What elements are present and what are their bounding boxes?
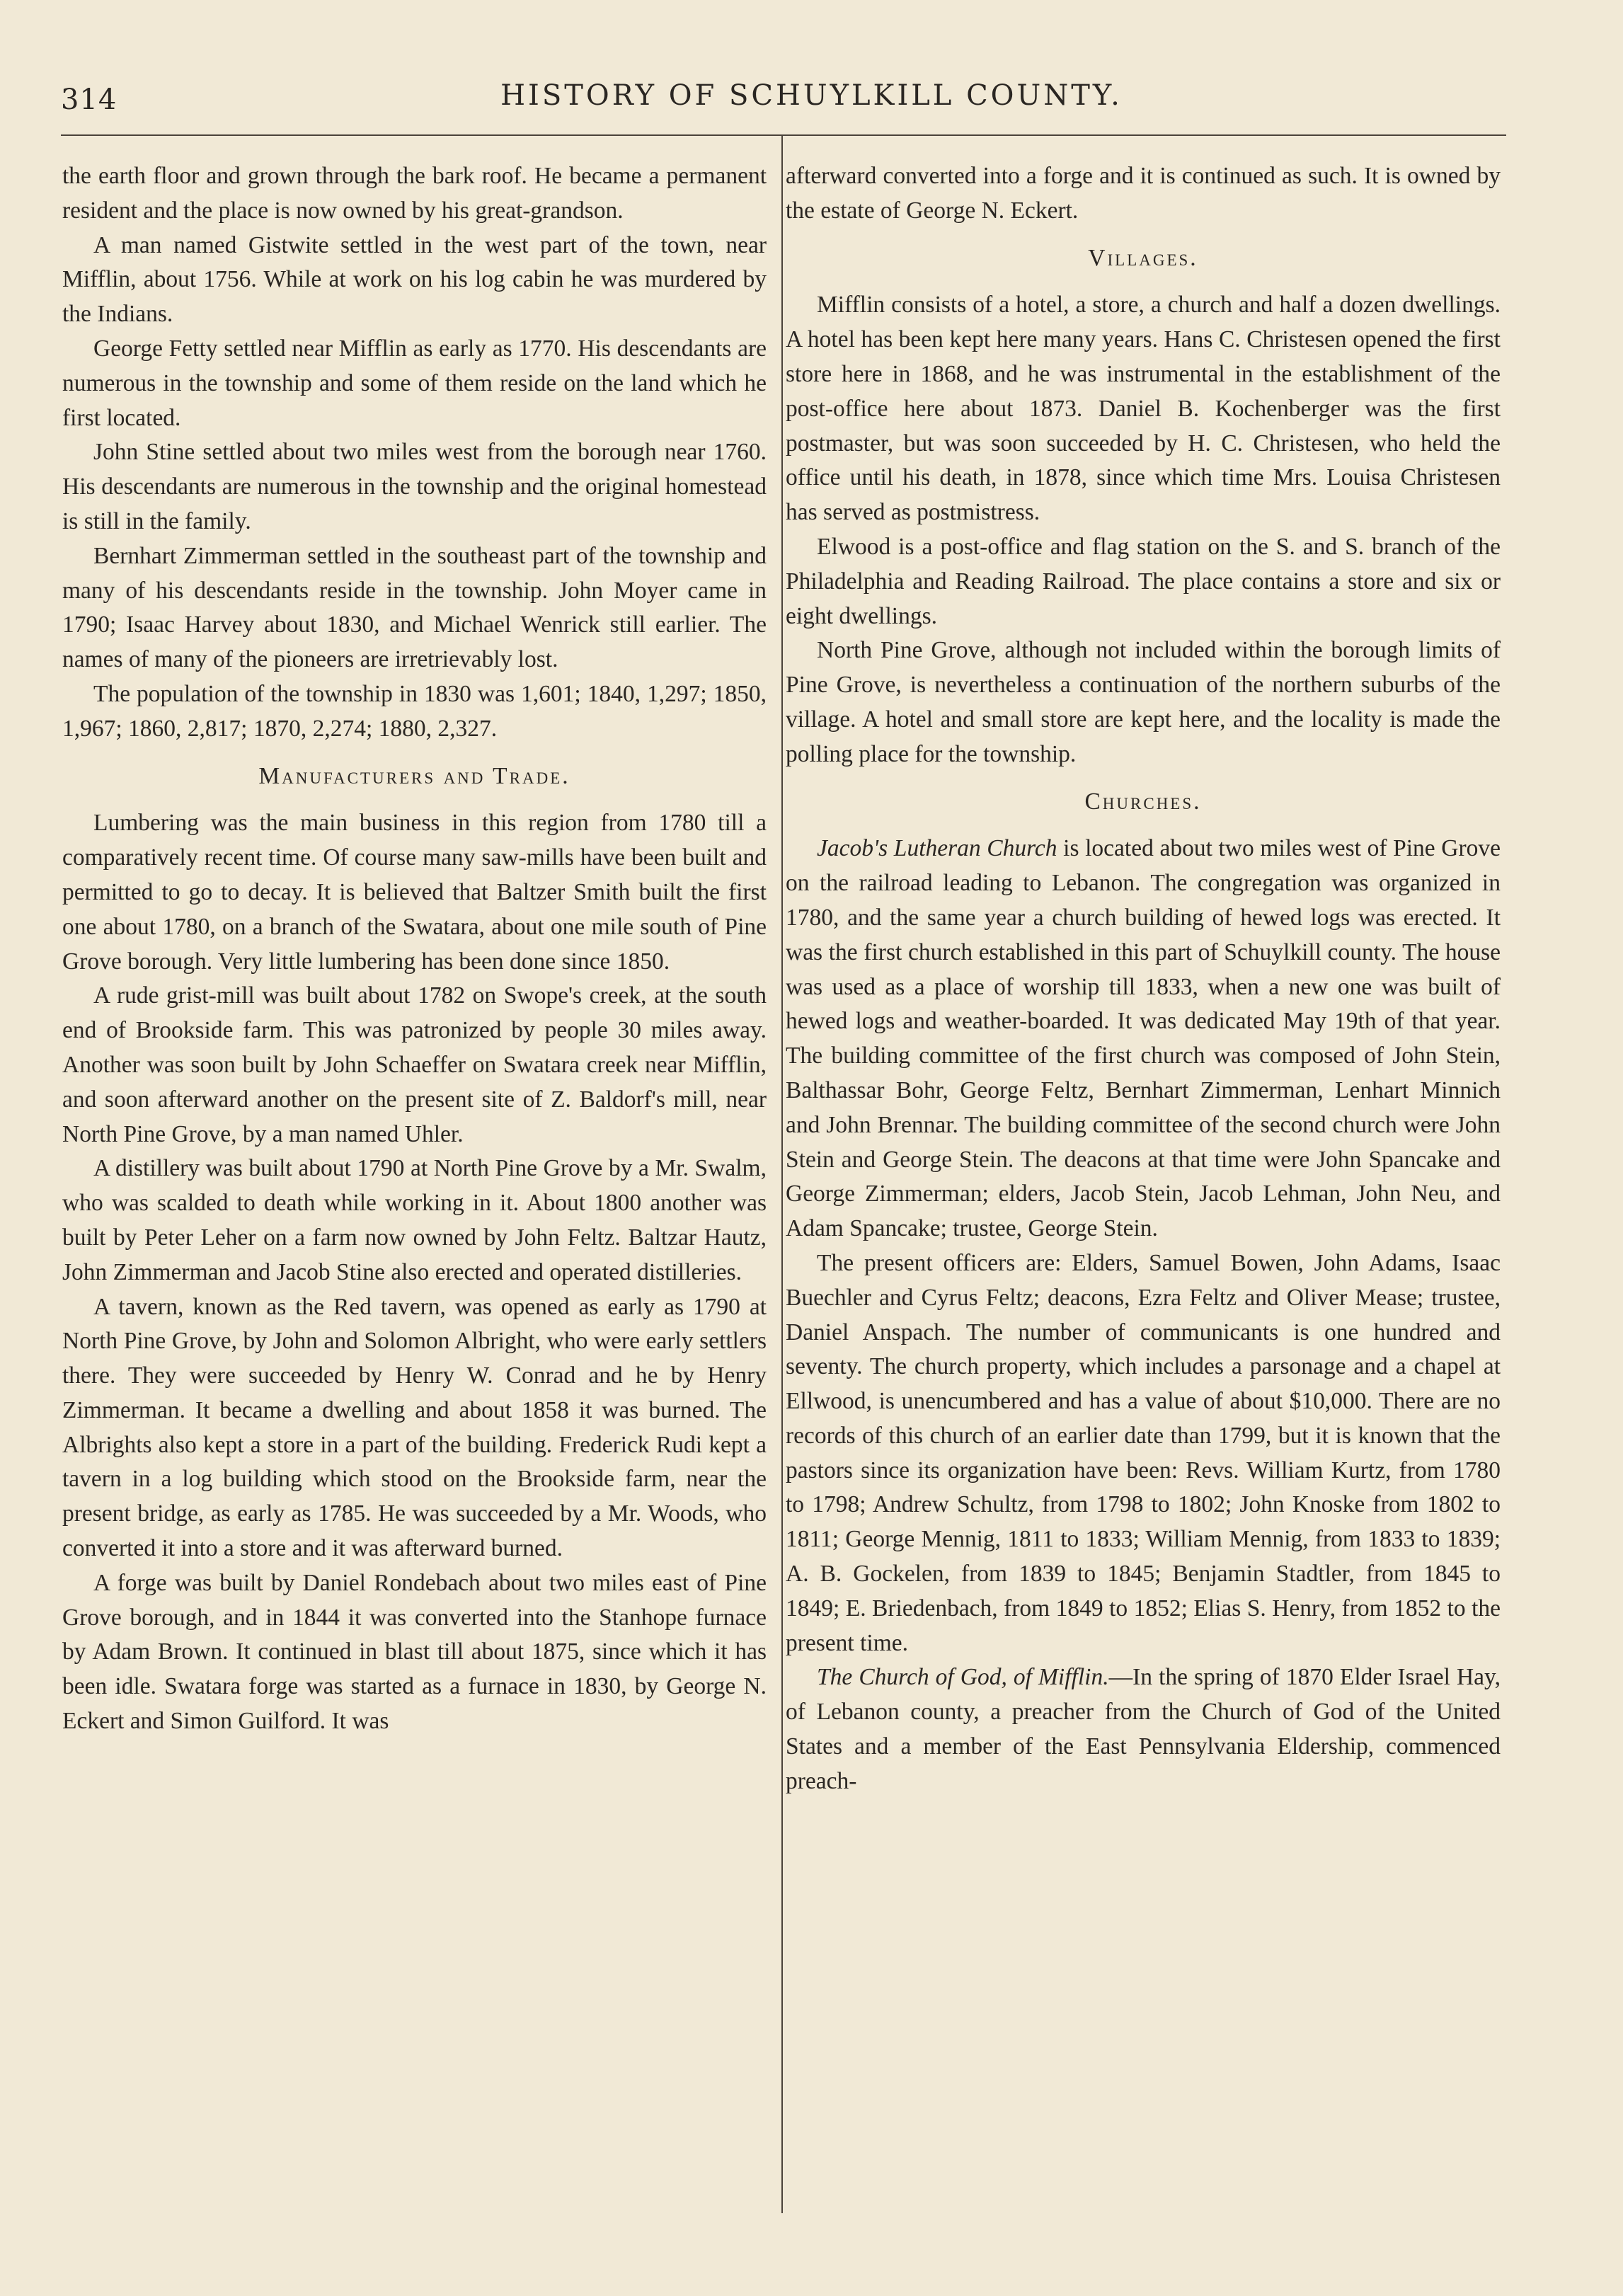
paragraph: North Pine Grove, although not included within the borough limits of Pine Grove, is nevertheless a continuation of the northern suburbs of the village. A hotel and small store are kept here, and the locality is made the polling place for the township. [786,637,1501,767]
paragraph: Lumbering was the main business in this region from 1780 till a comparatively recent time. Of course many saw-mills have been built and permitted to go to decay. It is believed that Baltzer Smith built the first one about 1780, on a branch of the Swatara, about one mile south of Pine Grove borough. Very little lumbering has been done since 1850. [62,810,767,975]
left-column [62,159,767,1739]
paragraph: Elwood is a post-office and flag station on the S. and S. branch of the Philadelphia and Reading Railroad. The place contains a store and six or eight dwellings. [786,533,1501,629]
paragraph: Mifflin consists of a hotel, a store, a church and half a dozen dwellings. A hotel has been kept here many years. Hans C. Christesen opened the first store here in 1868, and he was instrumental in the establishment of the post-office here about 1873. Daniel B. Kochenberger was the first postmaster, but was soon succeeded by H. C. Christesen, who held the office until his death, in 1878, since which time Mrs. Louisa Christesen has served as postmistress. [786,292,1501,526]
page-number: 314 [61,84,117,116]
paragraph: George Fetty settled near Mifflin as early as 1770. His descendants are numerous in the township and some of them reside on the land which he first located. [62,335,767,431]
paragraph: A distillery was built about 1790 at North Pine Grove by a Mr. Swalm, who was scalded to death while working in it. About 1800 another was built by Peter Leher on a farm now owned by John Feltz. Baltzar Hautz, John Zimmerman and Jacob Stine also erected and operated distilleries. [62,1155,767,1285]
section-heading-villages: Villages. [1088,244,1198,271]
church-name: Jacob's Lutheran Church [817,835,1057,862]
paragraph-text: is located about two miles west of Pine Grove on the railroad leading to Lebanon. The congregation was organized in 1780, and the same year a church building of hewed logs was erected. It was the first church established in this part of Schuylkill county. The house was used as a place of worship till 1833, when a new one was built of hewed logs and weather-boarded. It was dedicated May 19th of that year. The building committee of the first church was composed of John Stein, Balthassar Bohr, George Feltz, Bernhart Zimmerman, Lenhart Minnich and John Brennar. The building committee of the second church were John Stein and George Stein. The deacons at that time were John Spancake and George Zimmerman; elders, Jacob Stein, Jacob Lehman, John Neu, and Adam Spancake; trustee, George Stein. [786,835,1501,1242]
header-rule [61,134,1506,136]
paragraph: Bernhart Zimmerman settled in the southeast part of the township and many of his descendants reside in the township. John Moyer came in 1790; Isaac Harvey about 1830, and Michael Wenrick still earlier. The names of many of the pioneers are irretrievably lost. [62,542,767,673]
running-head: HISTORY OF SCHUYLKILL COUNTY. [500,79,1123,112]
paragraph [786,832,1501,1246]
paragraph: A tavern, known as the Red tavern, was opened as early as 1790 at North Pine Grove, by John and Solomon Albright, who were early settlers there. They were succeeded by Henry W. Conrad and he by Henry Zimmerman. It became a dwelling and about 1858 it was burned. The Albrights also kept a store in a part of the building. Frederick Rudi kept a tavern in a log building which stood on the Brookside farm, near the present bridge, as early as 1785. He was succeeded by a Mr. Woods, who converted it into a store and it was afterward burned. [62,1293,767,1562]
paragraph-text: —In the spring of 1870 Elder Israel Hay, of Lebanon county, a preacher from the Church of God of the United States and a member of the East Pennsylvania Eldership, commenced preach- [786,1664,1501,1794]
paragraph: A rude grist-mill was built about 1782 on Swope's creek, at the south end of Brookside farm. This was patronized by people 30 miles away. Another was soon built by John Schaeffer on Swatara creek near Mifflin, and soon afterward another on the present site of Z. Baldorf's mill, near North Pine Grove, by a man named Uhler. [62,982,767,1147]
column-divider [781,136,783,2213]
church-name: The Church of God, of Mifflin. [817,1664,1109,1691]
right-column [786,159,1501,1799]
paragraph: John Stine settled about two miles west from the borough near 1760. His descendants are numerous in the township and the original homestead is still in the family. [62,439,767,534]
section-heading-churches: Churches. [1084,788,1202,815]
section-heading-manufacturers: Manufacturers and Trade. [258,762,570,789]
paragraph: the earth floor and grown through the bark roof. He became a permanent resident and the place is now owned by his great-grandson. [62,163,767,224]
paragraph: A man named Gistwite settled in the west part of the town, near Mifflin, about 1756. While at work on his log cabin he was murdered by the Indians. [62,231,767,328]
paragraph: The population of the township in 1830 was 1,601; 1840, 1,297; 1850, 1,967; 1860, 2,817; 1870, 2,274; 1880, 2,327. [62,680,767,742]
paragraph [786,1660,1501,1798]
paragraph: A forge was built by Daniel Rondebach about two miles east of Pine Grove borough, and in 1844 it was converted into the Stanhope furnace by Adam Brown. It continued in blast till about 1875, since which it has been idle. Swatara forge was started as a furnace in 1830, by George N. Eckert and Simon Guilford. It was [62,1569,767,1735]
paragraph: The present officers are: Elders, Samuel Bowen, John Adams, Isaac Buechler and Cyrus Feltz; deacons, Ezra Feltz and Oliver Mease; trustee, Daniel Anspach. The number of communicants is one hundred and seventy. The church property, which includes a parsonage and a chapel at Ellwood, is unencumbered and has a value of about $10,000. There are no records of this church of an earlier date than 1799, but it is known that the pastors since its organization have been: Revs. William Kurtz, from 1780 to 1798; Andrew Schultz, from 1798 to 1802; John Knoske from 1802 to 1811; George Mennig, 1811 to 1833; William Mennig, from 1833 to 1839; A. B. Gockelen, from 1839 to 1845; Benjamin Stadtler, from 1845 to 1849; E. Briedenbach, from 1849 to 1852; Elias S. Henry, from 1852 to the present time. [786,1249,1501,1656]
paragraph: afterward converted into a forge and it is continued as such. It is owned by the estate of George N. Eckert. [786,163,1501,224]
